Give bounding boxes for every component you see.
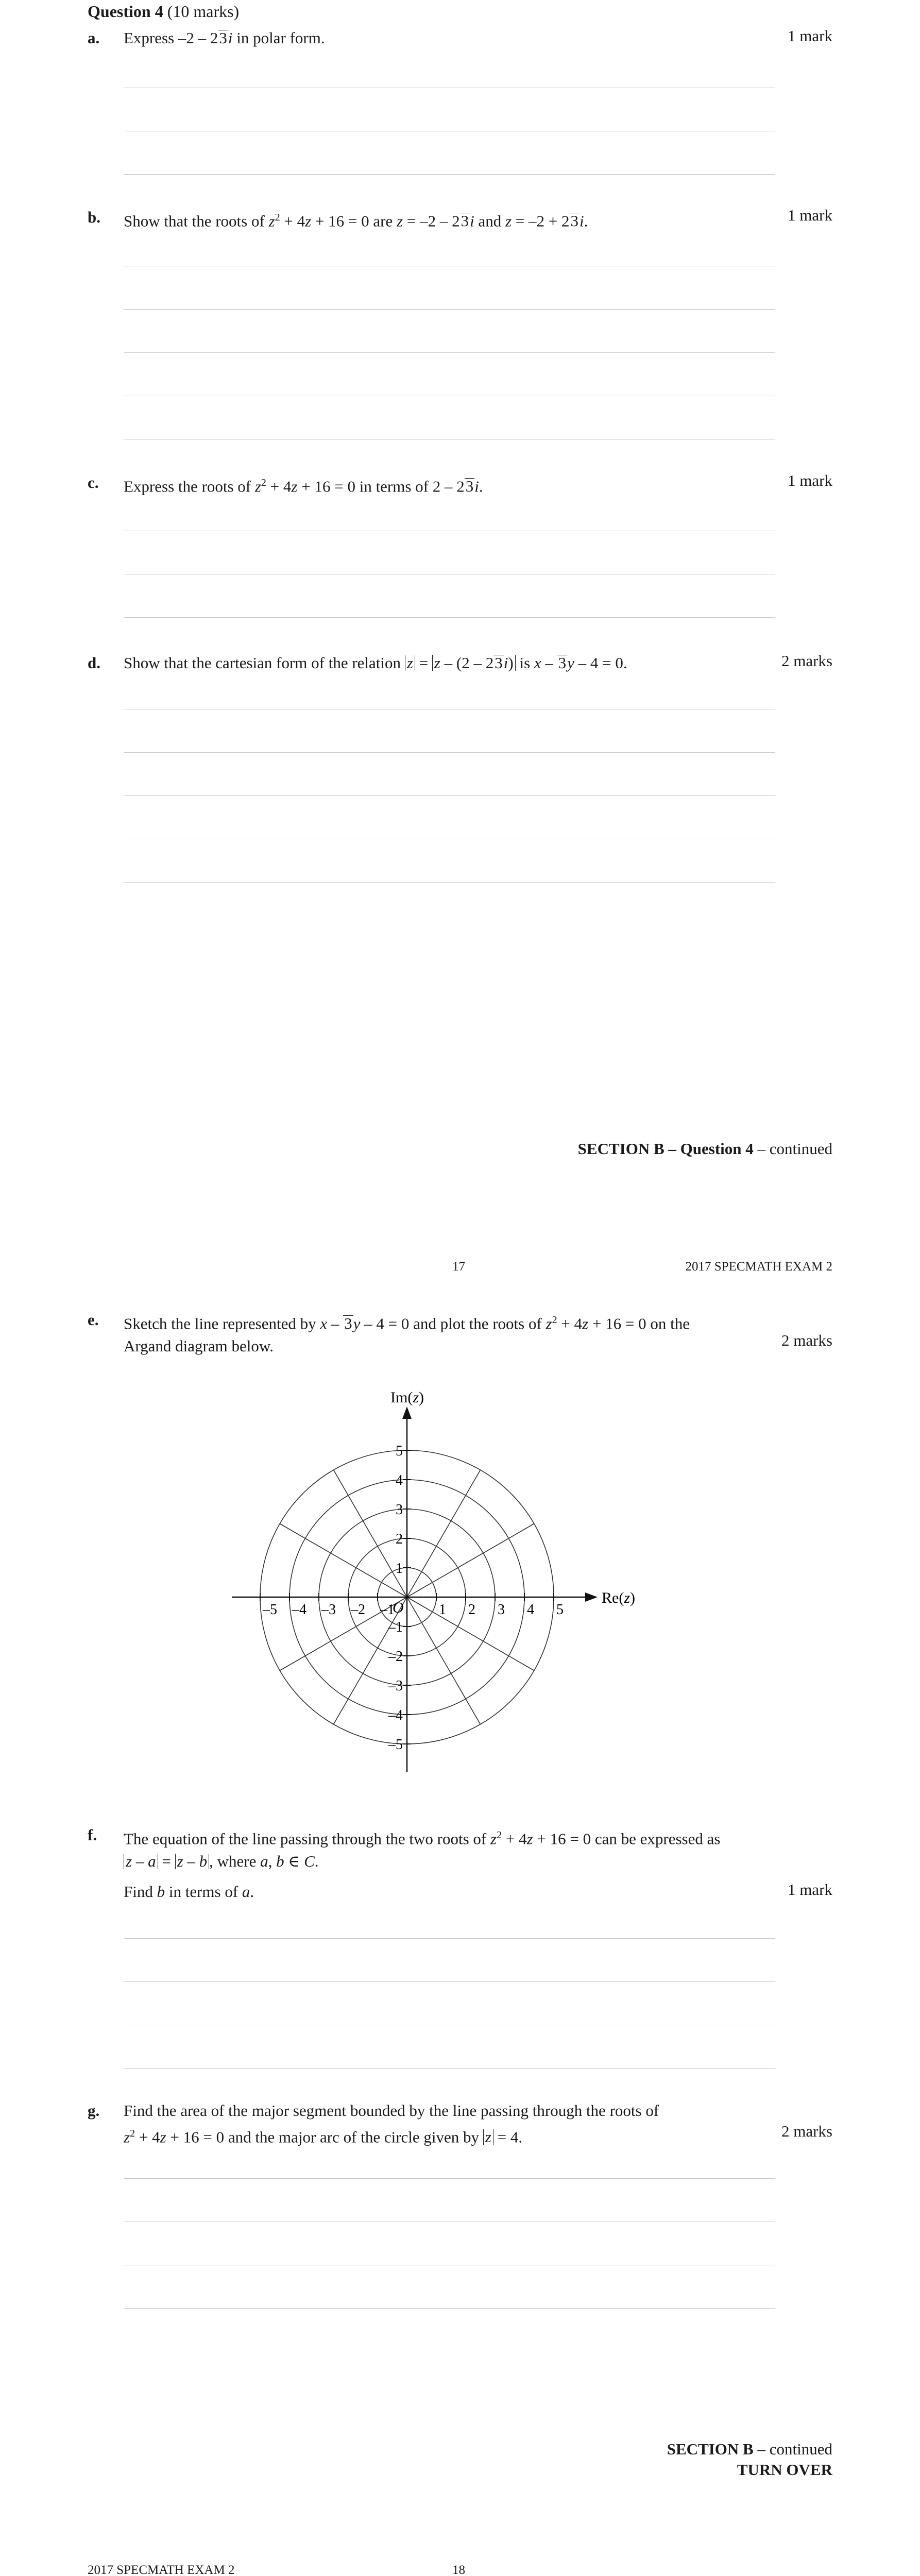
part-f-marks: 1 mark bbox=[788, 1880, 832, 1899]
answer-line[interactable] bbox=[124, 309, 775, 310]
imaginary-axis-label: Im(z) bbox=[390, 1391, 424, 1406]
part-f-text: The equation of the line passing through the two roots of $z^2 + 4z + 16 = 0$ can be expressed as z – a = z – b , where a, b ∈ C. bbox=[124, 1829, 721, 1871]
question-number: Question 4 bbox=[88, 2, 163, 21]
part-e-marks: 2 marks bbox=[781, 1331, 832, 1349]
y-tick-label: 2 bbox=[396, 1531, 403, 1547]
axes bbox=[232, 1406, 598, 1772]
answer-line[interactable] bbox=[124, 752, 775, 753]
answer-line[interactable] bbox=[124, 2178, 775, 2179]
answer-line[interactable] bbox=[124, 617, 775, 618]
part-a-marks: 1 mark bbox=[788, 27, 832, 45]
answer-line[interactable] bbox=[124, 795, 775, 796]
part-label: c. bbox=[88, 473, 99, 492]
answer-line[interactable] bbox=[124, 1981, 775, 1982]
y-tick-label: –1 bbox=[388, 1619, 403, 1635]
y-tick-label: 1 bbox=[396, 1561, 403, 1577]
y-tick-label: 3 bbox=[396, 1502, 403, 1518]
part-c bbox=[88, 471, 832, 497]
y-tick-label: –4 bbox=[388, 1707, 403, 1723]
answer-line[interactable] bbox=[124, 2068, 775, 2069]
part-label: b. bbox=[88, 208, 100, 226]
x-tick-label: –4 bbox=[292, 1602, 306, 1618]
x-tick-label: –3 bbox=[321, 1602, 336, 1618]
x-tick-label: 1 bbox=[439, 1602, 446, 1618]
answer-line[interactable] bbox=[124, 2308, 775, 2309]
grid-ray bbox=[407, 1524, 534, 1598]
part-g-marks: 2 marks bbox=[781, 2122, 832, 2140]
real-axis-arrow-icon bbox=[585, 1592, 598, 1602]
part-c-marks: 1 mark bbox=[788, 471, 832, 489]
part-f-instruction: Find b in terms of a. bbox=[124, 1883, 254, 1901]
part-b bbox=[88, 206, 832, 232]
question-total-marks: (10 marks) bbox=[167, 2, 240, 21]
part-label: a. bbox=[88, 29, 100, 47]
x-tick-label: –2 bbox=[351, 1602, 365, 1618]
part-label: g. bbox=[88, 2102, 100, 2120]
y-tick-label: 4 bbox=[396, 1472, 403, 1488]
part-b-text: Show that the roots of $z^2 + 4z + 16 = 0$ are z = –2 – 23i and z = –2 + 23i. bbox=[124, 212, 588, 230]
answer-line[interactable] bbox=[124, 1938, 775, 1939]
y-tick-label: –5 bbox=[388, 1737, 403, 1753]
y-tick-label: –3 bbox=[388, 1678, 403, 1694]
part-e bbox=[88, 1309, 832, 1355]
page-number: 18 bbox=[452, 2563, 465, 2576]
grid-ray bbox=[280, 1524, 407, 1598]
answer-line[interactable] bbox=[124, 882, 775, 883]
part-d-text: Show that the cartesian form of the relation z = z – (2 – 23i) is x – 3y – 4 = 0. bbox=[124, 654, 627, 672]
part-g-text: Find the area of the major segment bounded by the line passing through the roots of $z^2 + 4z + 16 = 0$ and the major arc of the circle given by z = 4. bbox=[124, 2102, 659, 2146]
origin-label: O bbox=[393, 1599, 404, 1616]
argand-diagram[interactable] bbox=[222, 1391, 644, 1772]
x-tick-label: 4 bbox=[527, 1602, 534, 1618]
exam-title-footer: 2017 SPECMATH EXAM 2 bbox=[88, 2563, 235, 2576]
section-continued-footer: SECTION B – continued TURN OVER bbox=[667, 2440, 832, 2479]
x-tick-label: 2 bbox=[468, 1602, 475, 1618]
part-c-text: Express the roots of $z^2 + 4z + 16 = 0$ in terms of 2 – 23i. bbox=[124, 477, 483, 496]
part-a-text: Express –2 – 23i in polar form. bbox=[124, 29, 325, 47]
x-tick-label: 3 bbox=[498, 1602, 505, 1618]
exam-title-header: 2017 SPECMATH EXAM 2 bbox=[685, 1260, 832, 1274]
grid-ray bbox=[407, 1470, 481, 1597]
real-axis-label: Re(z) bbox=[602, 1589, 636, 1606]
part-d-marks: 2 marks bbox=[781, 652, 832, 670]
part-e-text: Sketch the line represented by x – 3y – 4 = 0 and plot the roots of $z^2 + 4z + 16 = 0$ on the Argand diagram below. bbox=[124, 1314, 690, 1355]
page-number: 17 bbox=[452, 1260, 465, 1274]
part-a bbox=[88, 27, 832, 53]
part-label: d. bbox=[88, 654, 100, 672]
x-tick-label: –1 bbox=[380, 1602, 395, 1618]
part-f bbox=[88, 1824, 832, 1870]
part-g bbox=[88, 2099, 832, 2146]
answer-line[interactable] bbox=[124, 352, 775, 353]
imaginary-axis-arrow-icon bbox=[402, 1406, 412, 1419]
answer-line[interactable] bbox=[124, 174, 775, 175]
y-tick-label: 5 bbox=[396, 1443, 403, 1459]
x-tick-label: 5 bbox=[556, 1602, 564, 1618]
turn-over-label: TURN OVER bbox=[737, 2461, 832, 2479]
tick-labels bbox=[260, 1443, 564, 1753]
part-label: e. bbox=[88, 1311, 99, 1329]
x-tick-label: –5 bbox=[263, 1602, 277, 1618]
part-d bbox=[88, 652, 832, 677]
part-b-marks: 1 mark bbox=[788, 206, 832, 224]
y-tick-label: –2 bbox=[388, 1649, 403, 1665]
section-continued-footer: SECTION B – Question 4 – continued bbox=[577, 1140, 832, 1158]
part-label: f. bbox=[88, 1826, 97, 1844]
question-heading bbox=[88, 2, 239, 21]
